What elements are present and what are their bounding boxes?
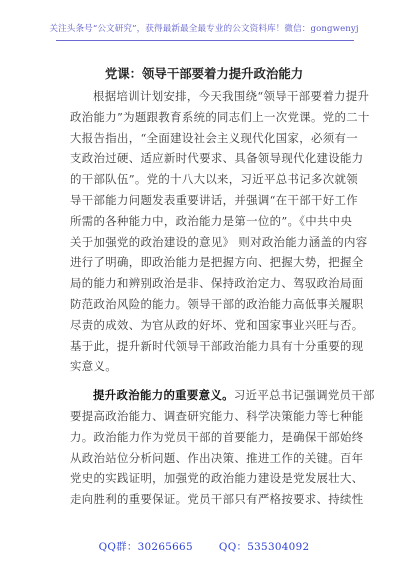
paragraph-spacer bbox=[70, 377, 346, 385]
paragraph-1-line: 关于加强党的政治建设的意见》 则对政治能力涵盖的内容 bbox=[70, 234, 368, 249]
paragraph-1-line: 尽责的成效、为官从政的好坏、党和国家事业兴旺与否。 bbox=[70, 317, 364, 332]
document-body bbox=[70, 86, 375, 510]
paragraph-1-line: 所需的各种能力中，政治能力是第一位的”。《中共中央 bbox=[70, 213, 353, 228]
paragraph-2-line: 力。政治能力作为党员干部的首要能力，是确保干部始终 bbox=[70, 429, 364, 444]
paragraph-1-line: 的干部队伍”。党的十八大以来，习近平总书记多次就领 bbox=[70, 172, 358, 187]
document-title: 党课：领导干部要着力提升政治能力 bbox=[104, 66, 304, 81]
paragraph-2-line: 从政治站位分析问题、作出决策、推进工作的关键。百年 bbox=[70, 450, 364, 465]
header-divider bbox=[56, 40, 354, 41]
paragraph-2-first-line bbox=[70, 385, 375, 406]
paragraph-1-line: 导干部能力问题发表重要讲话，并强调“在干部干好工作 bbox=[70, 192, 358, 207]
paragraph-1-line: 政治能力”为题跟教育系统的同志们上一次党课。党的二十 bbox=[70, 109, 370, 124]
paragraph-1-line: 防范政治风险的能力。领导干部的政治能力高低事关履职 bbox=[70, 296, 364, 311]
footer-qq: QQ：535304092 bbox=[218, 541, 310, 553]
paragraph-1-line: 实意义。 bbox=[70, 359, 117, 374]
footer-qq-group: QQ群：30265665 bbox=[98, 541, 193, 553]
paragraph-2-line: 要提高政治能力、调查研究能力、科学决策能力等七种能 bbox=[70, 408, 364, 423]
paragraph-1-line: 进行了明确，即政治能力是把握方向、把握大势，把握全 bbox=[70, 255, 364, 270]
footer-contact bbox=[0, 538, 408, 553]
paragraph-2-first-line-text: 习近平总书记强调党员干部 bbox=[233, 388, 375, 403]
paragraph-1-line: 根据培训计划安排，今天我围绕“领导干部要着力提升 bbox=[93, 89, 370, 103]
section-heading-inline: 提升政治能力的重要意义。 bbox=[93, 388, 234, 403]
paragraph-1-line: 基于此，提升新时代领导干部政治能力具有十分重要的现 bbox=[70, 338, 364, 353]
paragraph-1-line: 支政治过硬、适应新时代要求、具备领导现代化建设能力 bbox=[70, 151, 364, 166]
header-note: 关注头条号“公文研究”，获得最新最全最专业的公文资料库！微信：gongwenyj bbox=[49, 24, 359, 34]
paragraph-2-line: 党史的实践证明，加强党的政治能力建设是党发展壮大、 bbox=[70, 471, 364, 486]
paragraph-2-line: 走向胜利的重要保证。党员干部只有严格按要求、持续性 bbox=[70, 492, 364, 507]
paragraph-1-line: 局的能力和辨别政治是非、保持政治定力、驾驭政治局面 bbox=[70, 276, 364, 291]
paragraph-1-line: 大报告指出，“全面建设社会主义现代化国家，必须有一 bbox=[70, 130, 358, 145]
